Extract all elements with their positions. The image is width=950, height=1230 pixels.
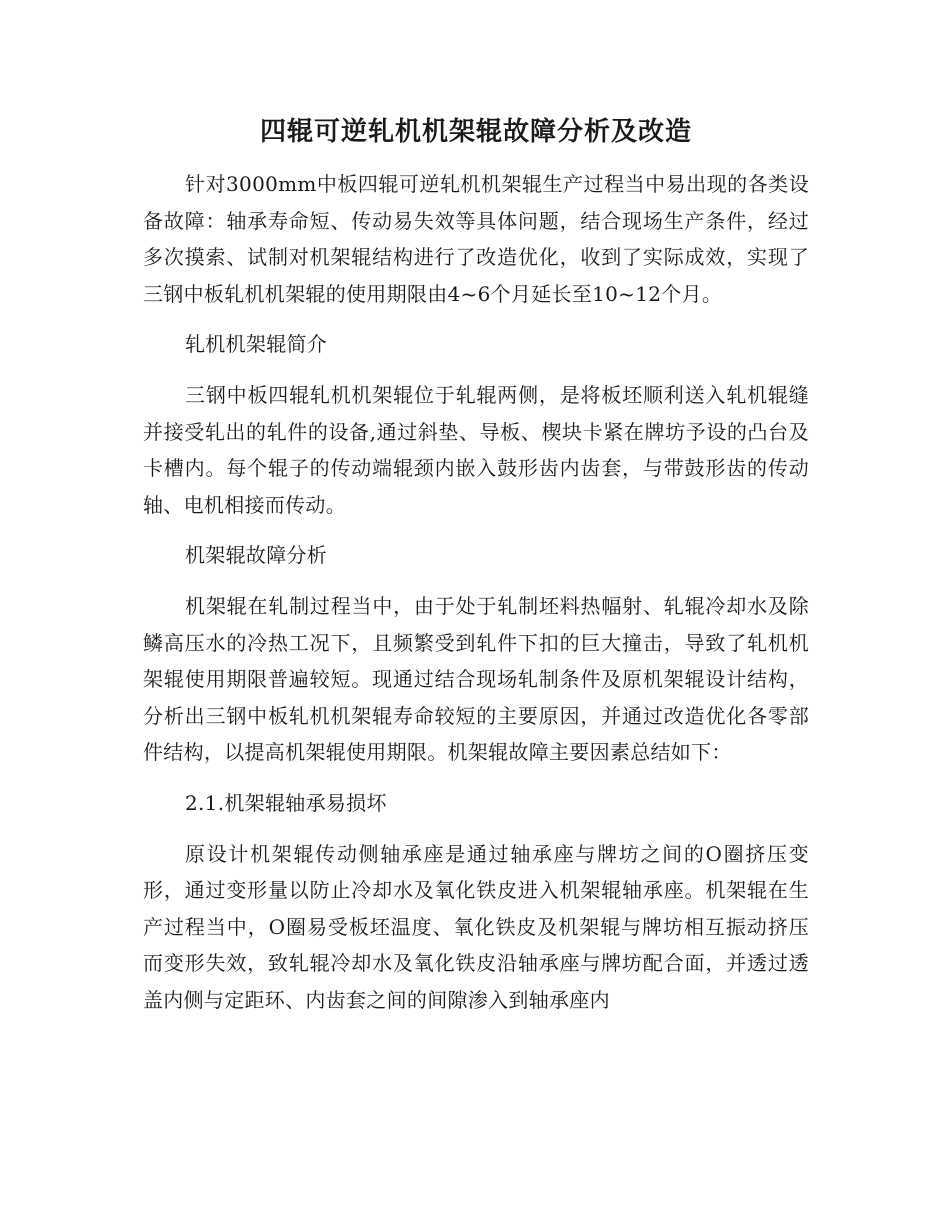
section-heading-fault-analysis: 机架辊故障分析 xyxy=(185,543,328,568)
document-title: 四辊可逆轧机机架辊故障分析及改造 xyxy=(259,117,692,147)
intro-body-paragraph: 三钢中板四辊轧机机架辊位于轧辊两侧，是将板坯顺利送入轧机辊缝并接受轧出的轧件的设备,通过斜垫、导板、楔块卡紧在牌坊予设的凸台及卡槽内。每个辊子的传动端辊颈内嵌入鼓形齿内齿套，与带鼓形齿的传动轴、电机相接而传动。 xyxy=(143,382,809,517)
intro-paragraph: 针对3000mm中板四辊可逆轧机机架辊生产过程当中易出现的各类设备故障：轴承寿命短、传动易失效等具体问题，结合现场生产条件，经过多次摸索、试制对机架辊结构进行了改造优化，收到了实际成效，实现了三钢中板轧机机架辊的使用期限由4~6个月延长至10~12个月。 xyxy=(143,172,809,306)
subsection-heading-bearing: 2.1.机架辊轴承易损坏 xyxy=(185,790,387,815)
document-page xyxy=(143,112,809,1032)
fault-analysis-paragraph: 机架辊在轧制过程当中，由于处于轧制坯料热幅射、轧辊冷却水及除鳞高压水的冷热工况下，且频繁受到轧件下扣的巨大撞击，导致了轧机机架辊使用期限普遍较短。现通过结合现场轧制条件及原机架辊设计结构，分析出三钢中板轧机机架辊寿命较短的主要原因，并通过改造优化各零部件结构，以提高机架辊使用期限。机架辊故障主要因素总结如下： xyxy=(143,593,809,765)
bearing-paragraph: 原设计机架辊传动侧轴承座是通过轴承座与牌坊之间的O圈挤压变形，通过变形量以防止冷却水及氧化铁皮进入机架辊轴承座。机架辊在生产过程当中，O圈易受板坯温度、氧化铁皮及机架辊与牌坊相互振动挤压而变形失效，致轧辊冷却水及氧化铁皮沿轴承座与牌坊配合面，并透过透盖内侧与定距环、内齿套之间的间隙渗入到轴承座内 xyxy=(143,841,809,1012)
section-heading-intro: 轧机机架辊简介 xyxy=(185,332,328,357)
